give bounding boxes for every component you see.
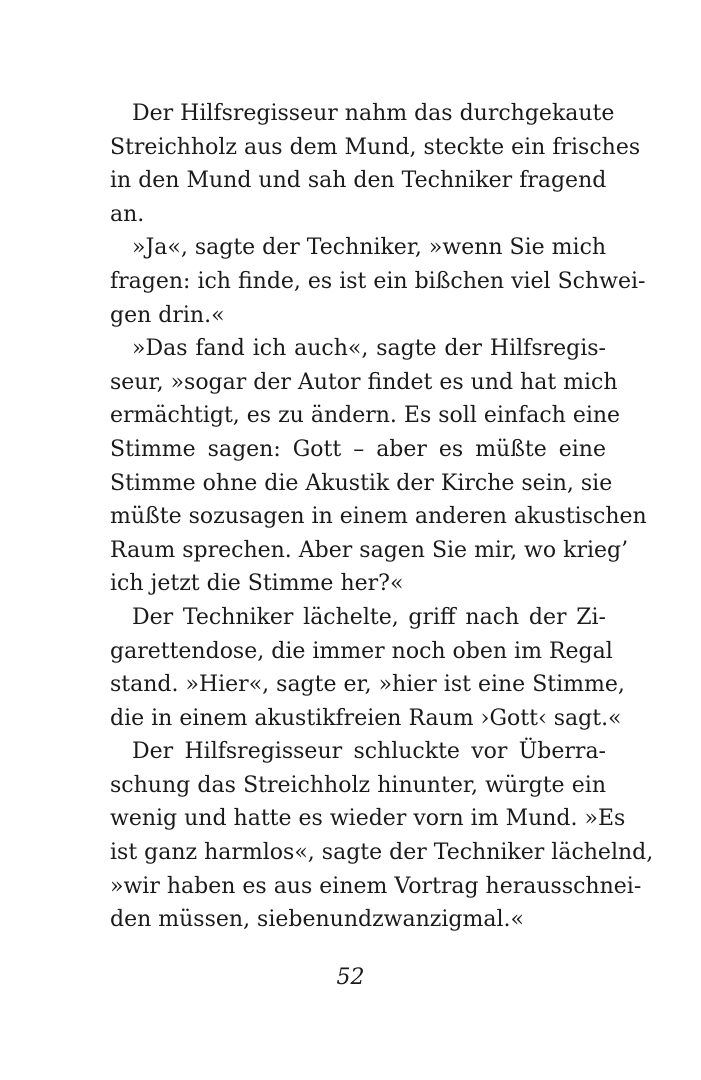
text-line: die in einem akustikfreien Raum ›Gott‹ sagt.« <box>110 705 622 731</box>
text-line: »Das fand ich auch«, sagte der Hilfsregis- <box>132 336 606 362</box>
paragraph <box>110 601 625 735</box>
text-line: den müssen, siebenundzwanzigmal.« <box>110 907 524 933</box>
text-line: Streichholz aus dem Mund, steckte ein frisches <box>110 134 641 160</box>
text-line: ist ganz harmlos«, sagte der Techniker lächelnd, <box>110 840 654 866</box>
page-number: 52 <box>336 965 365 990</box>
text-line: wenig und hatte es wieder vorn im Mund. »Es <box>110 806 626 832</box>
text-line: an. <box>110 201 145 227</box>
text-line: Stimme sagen: Gott – aber es müßte eine <box>110 436 606 462</box>
paragraph <box>110 735 654 937</box>
paragraph <box>110 231 646 332</box>
text-line: ich jetzt die Stimme her?« <box>110 571 404 597</box>
text-line: Der Hilfsregisseur nahm das durchgekaute <box>132 101 615 126</box>
text-line: Der Hilfsregisseur schluckte vor Überra- <box>132 739 606 765</box>
text-line: ermächtigt, es zu ändern. Es soll einfach eine <box>110 403 621 429</box>
text-line: »wir haben es aus einem Vortrag herausschnei- <box>110 873 642 899</box>
text-line: Der Techniker lächelte, griff nach der Zi- <box>132 604 606 630</box>
body-text <box>110 97 654 937</box>
paragraph <box>110 332 647 601</box>
text-line: Stimme ohne die Akustik der Kirche sein, sie <box>110 470 613 496</box>
text-line: seur, »sogar der Autor findet es und hat mich <box>110 369 618 395</box>
text-line: müßte sozusagen in einem anderen akustischen <box>110 504 647 530</box>
text-line: in den Mund und sah den Techniker fragend <box>110 168 607 194</box>
text-line: garettendose, die immer noch oben im Regal <box>110 638 613 664</box>
paragraph <box>110 97 641 231</box>
text-line: stand. »Hier«, sagte er, »hier ist eine Stimme, <box>110 672 625 698</box>
text-line: »Ja«, sagte der Techniker, »wenn Sie mich <box>132 235 607 261</box>
text-line: fragen: ich finde, es ist ein bißchen viel Schwei- <box>110 268 646 294</box>
text-line: gen drin.« <box>110 302 225 328</box>
text-line: schung das Streichholz hinunter, würgte ein <box>110 772 606 798</box>
text-line: Raum sprechen. Aber sagen Sie mir, wo krieg’ <box>110 537 629 563</box>
